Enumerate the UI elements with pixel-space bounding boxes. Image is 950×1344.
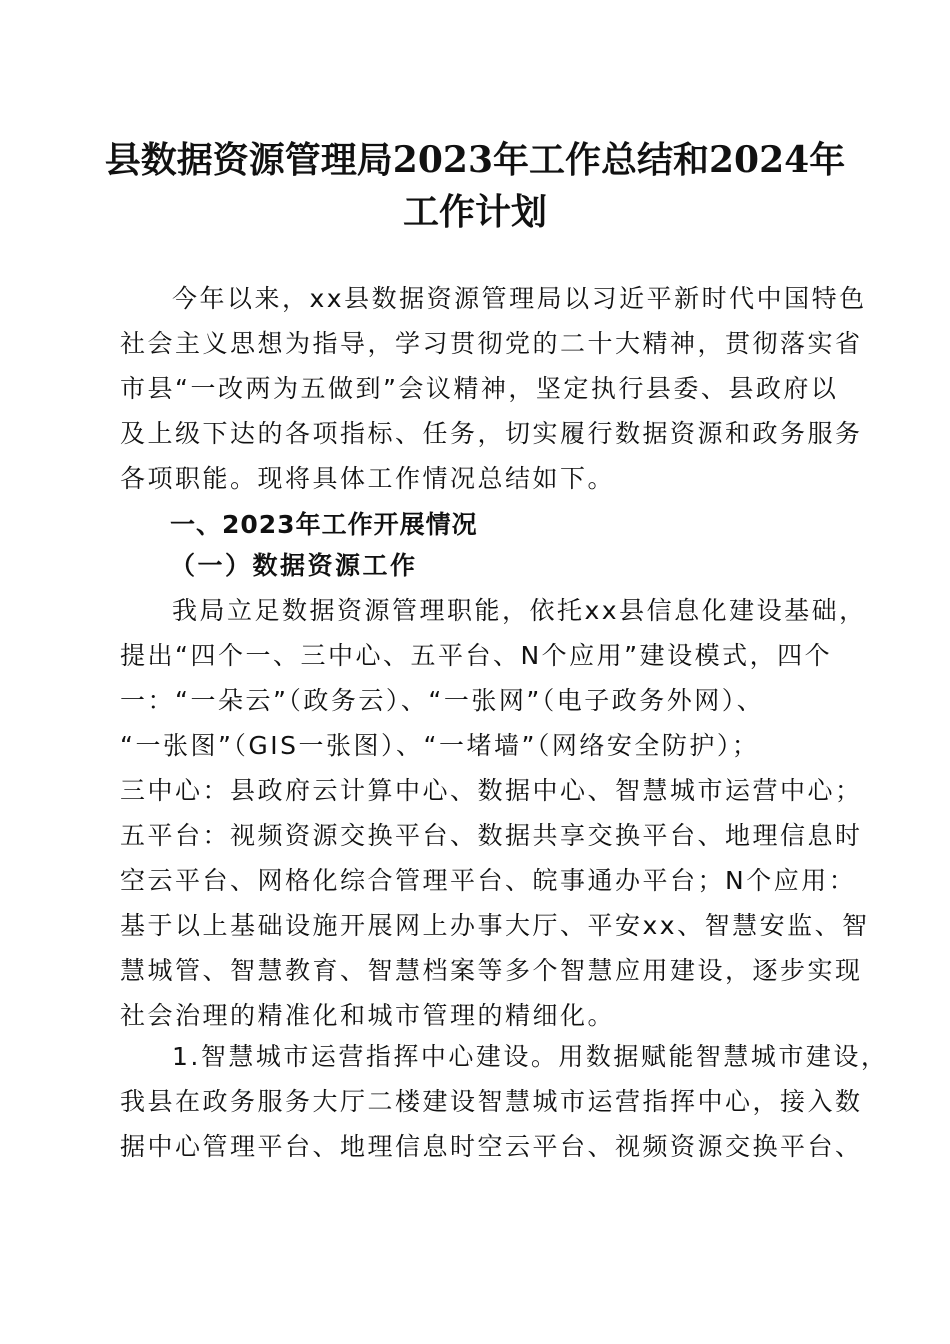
intro-line: 及上级下达的各项指标、任务，切实履行数据资源和政务服务 xyxy=(120,419,863,448)
paragraph-line: 我局立足数据资源管理职能，依托xx县信息化建设基础， xyxy=(172,596,867,625)
paragraph-line: 空云平台、网格化综合管理平台、皖事通办平台；N个应用： xyxy=(120,866,857,895)
data-resource-paragraph xyxy=(120,588,870,1038)
operation-center-paragraph xyxy=(120,1034,889,1169)
intro-line: 市县“一改两为五做到”会议精神，坚定执行县委、县政府以 xyxy=(120,374,839,403)
intro-line: 各项职能。现将具体工作情况总结如下。 xyxy=(120,464,616,493)
paragraph-line: 一：“一朵云”（政务云）、“一张网”（电子政务外网）、 xyxy=(120,686,765,715)
paragraph-line: 提出“四个一、三中心、五平台、N个应用”建设模式，四个 xyxy=(120,641,833,670)
paragraph-line: “一张图”（GIS一张图）、“一堵墙”（网络安全防护）； xyxy=(120,731,760,760)
paragraph-line: 1.智慧城市运营指挥中心建设。用数据赋能智慧城市建设， xyxy=(172,1042,889,1071)
title-line-1: 县数据资源管理局2023年工作总结和2024年 xyxy=(104,139,846,181)
intro-paragraph xyxy=(120,276,867,501)
paragraph-line: 社会治理的精准化和城市管理的精细化。 xyxy=(120,1001,616,1030)
paragraph-line: 据中心管理平台、地理信息时空云平台、视频资源交换平台、 xyxy=(120,1132,863,1161)
title-line-2: 工作计划 xyxy=(402,191,547,233)
paragraph-line: 三中心：县政府云计算中心、数据中心、智慧城市运营中心； xyxy=(120,776,863,805)
document-title xyxy=(100,134,850,238)
paragraph-line: 我县在政务服务大厅二楼建设智慧城市运营指挥中心，接入数 xyxy=(120,1087,863,1116)
intro-line: 社会主义思想为指导，学习贯彻党的二十大精神，贯彻落实省 xyxy=(120,329,863,358)
paragraph-line: 慧城管、智慧教育、智慧档案等多个智慧应用建设，逐步实现 xyxy=(120,956,863,985)
paragraph-line: 五平台：视频资源交换平台、数据共享交换平台、地理信息时 xyxy=(120,821,863,850)
intro-line: 今年以来，xx县数据资源管理局以习近平新时代中国特色 xyxy=(172,284,867,313)
paragraph-line: 基于以上基础设施开展网上办事大厅、平安xx、智慧安监、智 xyxy=(120,911,870,940)
section-heading: 一、2023年工作开展情况 xyxy=(170,510,478,539)
subsection-heading: （一）数据资源工作 xyxy=(170,551,418,580)
